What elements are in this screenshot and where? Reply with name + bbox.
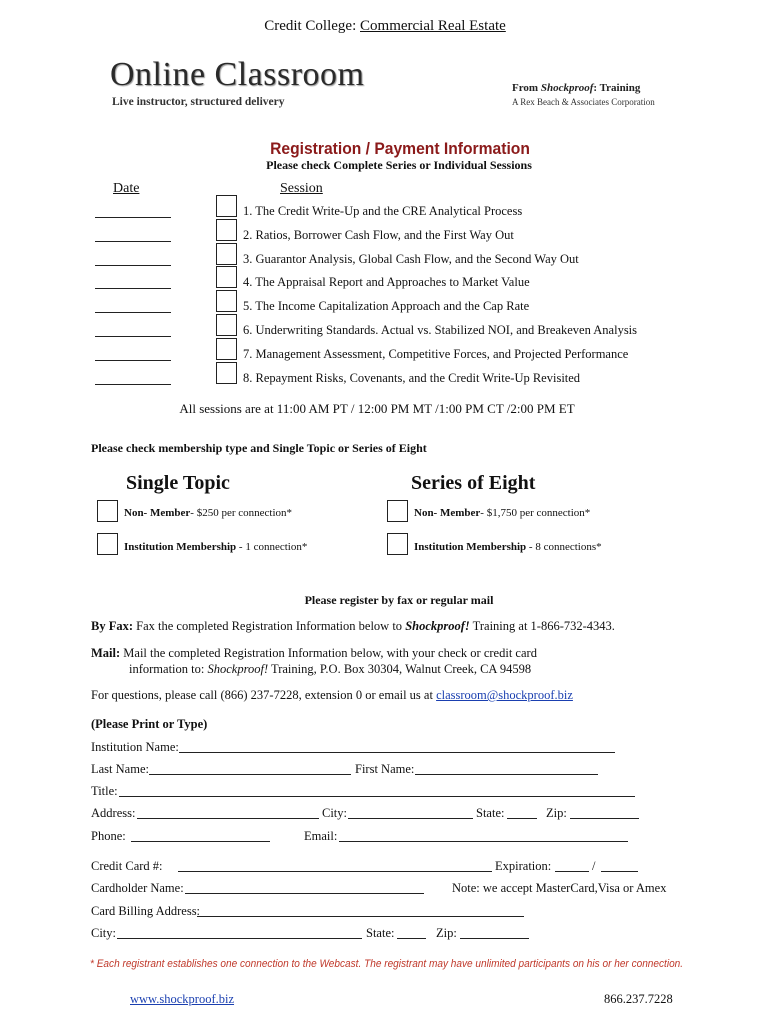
credit-card-field[interactable]: [178, 871, 492, 872]
last-name-field[interactable]: [149, 774, 351, 775]
billing-city-label: City:: [91, 926, 117, 940]
session-label: 6. Underwriting Standards. Actual vs. Stabilized NOI, and Breakeven Analysis: [243, 323, 638, 337]
session-label: 5. The Income Capitalization Approach and the Cap Rate: [243, 299, 530, 314]
session-times: All sessions are at 11:00 AM PT / 12:00 PM MT /1:00 PM CT /2:00 PM ET: [179, 401, 575, 416]
last-name-label: Last Name:: [91, 762, 149, 776]
session-checkbox[interactable]: [216, 362, 237, 384]
email-link[interactable]: classroom@shockproof.biz: [436, 688, 573, 702]
series-institution-option: Institution Membership - 8 connections*: [414, 541, 602, 553]
print-or-type-note: (Please Print or Type): [91, 717, 208, 731]
session-checkbox[interactable]: [216, 314, 237, 336]
phone-label: Phone:: [91, 829, 126, 843]
billing-state-field[interactable]: [397, 938, 426, 939]
billing-zip-label: Zip:: [436, 926, 457, 940]
single-non-member-option: Non- Member- $250 per connection*: [124, 507, 293, 519]
session-checkbox[interactable]: [216, 338, 237, 360]
footer-phone: 866.237.7228: [604, 992, 673, 1006]
billing-address-label: Card Billing Address:: [91, 904, 201, 918]
title-field[interactable]: [119, 796, 635, 797]
fax-instructions: By Fax: Fax the completed Registration Information below to Shockproof! Training at 1-866-732-4343.: [91, 619, 615, 633]
series-institution-checkbox[interactable]: [387, 533, 408, 555]
billing-address-field[interactable]: [197, 916, 524, 917]
session-label: 3. Guarantor Analysis, Global Cash Flow, and the Second Way Out: [243, 251, 579, 266]
institution-name-label: Institution Name:: [91, 740, 179, 754]
mail-instructions: Mail: Mail the completed Registration Information below, with your check or credit card: [91, 646, 537, 660]
session-checkbox[interactable]: [216, 290, 237, 312]
expiration-separator: /: [592, 859, 596, 873]
billing-city-field[interactable]: [117, 938, 362, 939]
credit-card-label: Credit Card #:: [91, 859, 163, 873]
session-label: 1. The Credit Write-Up and the CRE Analytical Process: [243, 204, 523, 218]
billing-state-label: State:: [366, 926, 395, 940]
session-checkbox[interactable]: [216, 195, 237, 217]
first-name-label: First Name:: [355, 762, 415, 776]
address-field[interactable]: [137, 818, 319, 819]
single-non-member-checkbox[interactable]: [97, 500, 118, 522]
series-non-member-checkbox[interactable]: [387, 500, 408, 522]
session-date-field[interactable]: [95, 360, 171, 361]
single-institution-option: Institution Membership - 1 connection*: [124, 541, 308, 553]
session-label: 8. Repayment Risks, Covenants, and the Credit Write-Up Revisited: [243, 370, 581, 385]
register-heading: Please register by fax or regular mail: [304, 593, 494, 607]
email-label: Email:: [304, 829, 338, 843]
session-date-field[interactable]: [95, 265, 171, 266]
session-date-field[interactable]: [95, 217, 171, 218]
institution-name-field[interactable]: [179, 752, 615, 753]
session-column-header: Session: [280, 181, 323, 196]
from-brand: From Shockproof: Training: [512, 82, 641, 94]
session-date-field[interactable]: [95, 384, 171, 385]
city-label: City:: [322, 806, 348, 820]
connection-footnote: * Each registrant establishes one connection to the Webcast. The registrant may have unlimited participants on his or her connection.: [90, 958, 684, 970]
date-column-header: Date: [113, 181, 140, 196]
website-link[interactable]: www.shockproof.biz: [130, 992, 235, 1006]
state-label: State:: [476, 806, 505, 820]
city-field[interactable]: [348, 818, 473, 819]
session-label: 4. The Appraisal Report and Approaches to Market Value: [243, 275, 530, 290]
session-date-field[interactable]: [95, 241, 171, 242]
email-field[interactable]: [339, 841, 628, 842]
first-name-field[interactable]: [415, 774, 598, 775]
page-title: Credit College: Commercial Real Estate: [264, 18, 506, 34]
cardholder-name-label: Cardholder Name:: [91, 881, 184, 895]
single-topic-title: Single Topic: [126, 472, 230, 494]
single-institution-checkbox[interactable]: [97, 533, 118, 555]
session-checkbox[interactable]: [216, 266, 237, 288]
corporation-name: A Rex Beach & Associates Corporation: [512, 97, 655, 107]
session-date-field[interactable]: [95, 336, 171, 337]
membership-instruction: Please check membership type and Single Topic or Series of Eight: [91, 441, 427, 455]
expiration-label: Expiration:: [495, 859, 552, 873]
session-date-field[interactable]: [95, 288, 171, 289]
brand-tagline: Live instructor, structured delivery: [112, 96, 285, 108]
cardholder-name-field[interactable]: [185, 893, 424, 894]
expiration-month-field[interactable]: [555, 871, 589, 872]
state-field[interactable]: [507, 818, 537, 819]
series-of-eight-title: Series of Eight: [411, 472, 536, 494]
title-link[interactable]: Commercial Real Estate: [360, 18, 506, 34]
registration-heading: Registration / Payment Information: [270, 139, 530, 158]
session-checkbox[interactable]: [216, 219, 237, 241]
phone-field[interactable]: [131, 841, 270, 842]
card-accepted-note: Note: we accept MasterCard,Visa or Amex: [452, 881, 667, 895]
session-date-field[interactable]: [95, 312, 171, 313]
session-checkbox[interactable]: [216, 243, 237, 265]
expiration-year-field[interactable]: [601, 871, 638, 872]
mail-address: information to: Shockproof! Training, P.O. Box 30304, Walnut Creek, CA 94598: [129, 662, 532, 676]
session-label: 7. Management Assessment, Competitive Forces, and Projected Performance: [243, 346, 629, 361]
questions-line: For questions, please call (866) 237-7228, extension 0 or email us at classroom@shockproof.biz: [91, 688, 573, 702]
registration-subheading: Please check Complete Series or Individual Sessions: [266, 158, 532, 172]
session-label: 2. Ratios, Borrower Cash Flow, and the First Way Out: [243, 227, 514, 242]
series-non-member-option: Non- Member- $1,750 per connection*: [414, 507, 591, 519]
title-label: Title:: [91, 784, 118, 798]
address-label: Address:: [91, 806, 136, 820]
zip-field[interactable]: [570, 818, 639, 819]
brand-logo: Online Classroom: [110, 56, 365, 93]
billing-zip-field[interactable]: [460, 938, 529, 939]
zip-label: Zip:: [546, 806, 567, 820]
